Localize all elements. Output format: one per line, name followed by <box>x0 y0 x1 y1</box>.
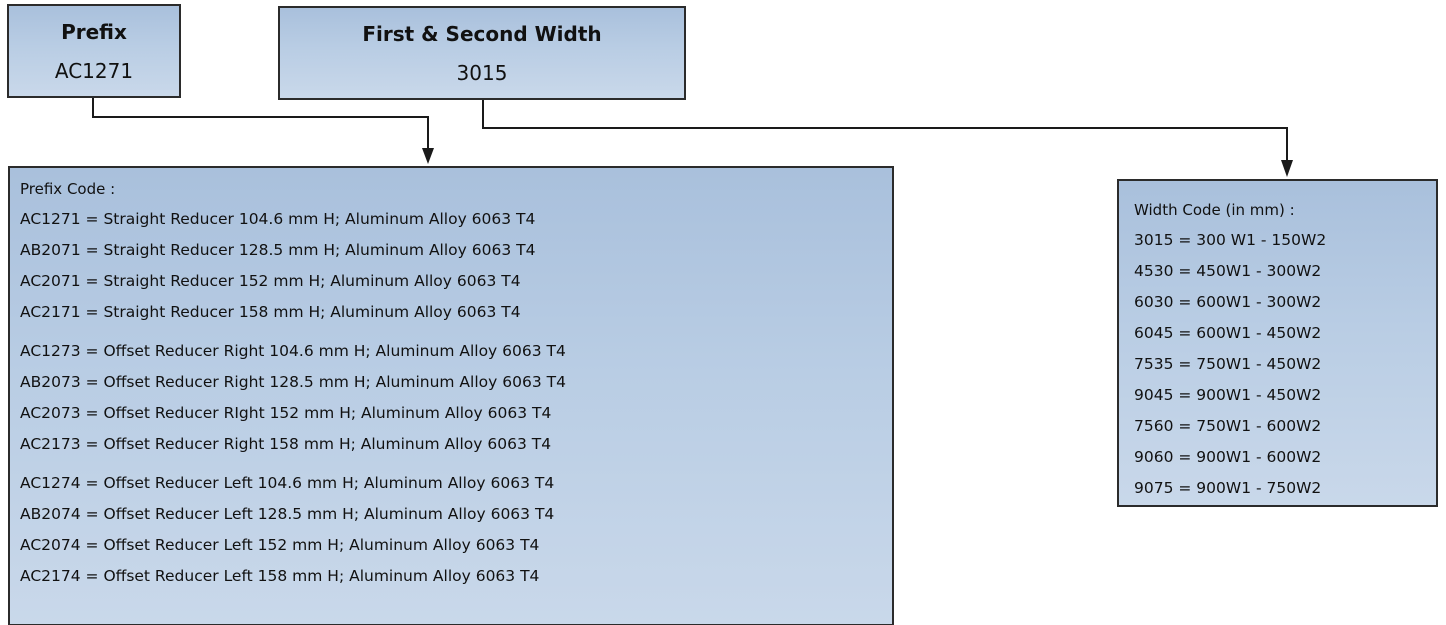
width-code-table <box>1117 179 1438 507</box>
prefix-code-table <box>8 166 894 625</box>
prefix-arrowhead <box>422 148 434 164</box>
width-header-value: 3015 <box>456 60 508 85</box>
width-code-row: 7560 = 750W1 - 600W2 <box>1134 417 1322 435</box>
prefix-code-row: AC2173 = Offset Reducer Right 158 mm H; Aluminum Alloy 6063 T4 <box>20 435 552 453</box>
width-code-title: Width Code (in mm) : <box>1134 201 1295 219</box>
prefix-code-title: Prefix Code : <box>20 180 116 198</box>
prefix-code-row: AC2171 = Straight Reducer 158 mm H; Aluminum Alloy 6063 T4 <box>20 303 521 321</box>
prefix-code-row: AC1271 = Straight Reducer 104.6 mm H; Aluminum Alloy 6063 T4 <box>20 210 536 228</box>
prefix-header-value: AC1271 <box>54 58 134 83</box>
prefix-code-row: AC2174 = Offset Reducer Left 158 mm H; Aluminum Alloy 6063 T4 <box>20 567 540 585</box>
prefix-code-row: AB2073 = Offset Reducer Right 128.5 mm H; Aluminum Alloy 6063 T4 <box>20 373 566 391</box>
prefix-code-row: AC2073 = Offset Reducer RIght 152 mm H; Aluminum Alloy 6063 T4 <box>20 404 552 422</box>
width-header-title: First & Second Width <box>362 21 602 46</box>
prefix-header-box <box>7 4 181 98</box>
prefix-code-row: AB2074 = Offset Reducer Left 128.5 mm H; Aluminum Alloy 6063 T4 <box>20 505 555 523</box>
prefix-code-row: AB2071 = Straight Reducer 128.5 mm H; Aluminum Alloy 6063 T4 <box>20 241 536 259</box>
width-code-row: 6045 = 600W1 - 450W2 <box>1134 324 1322 342</box>
width-code-row: 6030 = 600W1 - 300W2 <box>1134 293 1322 311</box>
width-code-row: 9060 = 900W1 - 600W2 <box>1134 448 1322 466</box>
straight-reducer-group <box>20 204 892 328</box>
width-code-row: 7535 = 750W1 - 450W2 <box>1134 355 1322 373</box>
prefix-code-row: AC2071 = Straight Reducer 152 mm H; Aluminum Alloy 6063 T4 <box>20 272 521 290</box>
offset-left-group <box>20 468 892 592</box>
width-code-row: 3015 = 300 W1 - 150W2 <box>1134 231 1327 249</box>
width-header-box <box>278 6 686 100</box>
offset-right-group <box>20 336 892 460</box>
prefix-code-row: AC2074 = Offset Reducer Left 152 mm H; Aluminum Alloy 6063 T4 <box>20 536 540 554</box>
prefix-code-row: AC1274 = Offset Reducer Left 104.6 mm H; Aluminum Alloy 6063 T4 <box>20 474 555 492</box>
prefix-connector-line <box>93 98 428 150</box>
prefix-code-row: AC1273 = Offset Reducer Right 104.6 mm H; Aluminum Alloy 6063 T4 <box>20 342 566 360</box>
width-code-row: 9045 = 900W1 - 450W2 <box>1134 386 1322 404</box>
prefix-header-title: Prefix <box>61 19 127 44</box>
width-code-row: 9075 = 900W1 - 750W2 <box>1134 479 1322 497</box>
width-arrowhead <box>1281 160 1293 177</box>
width-connector-line <box>483 100 1287 162</box>
width-code-row: 4530 = 450W1 - 300W2 <box>1134 262 1322 280</box>
